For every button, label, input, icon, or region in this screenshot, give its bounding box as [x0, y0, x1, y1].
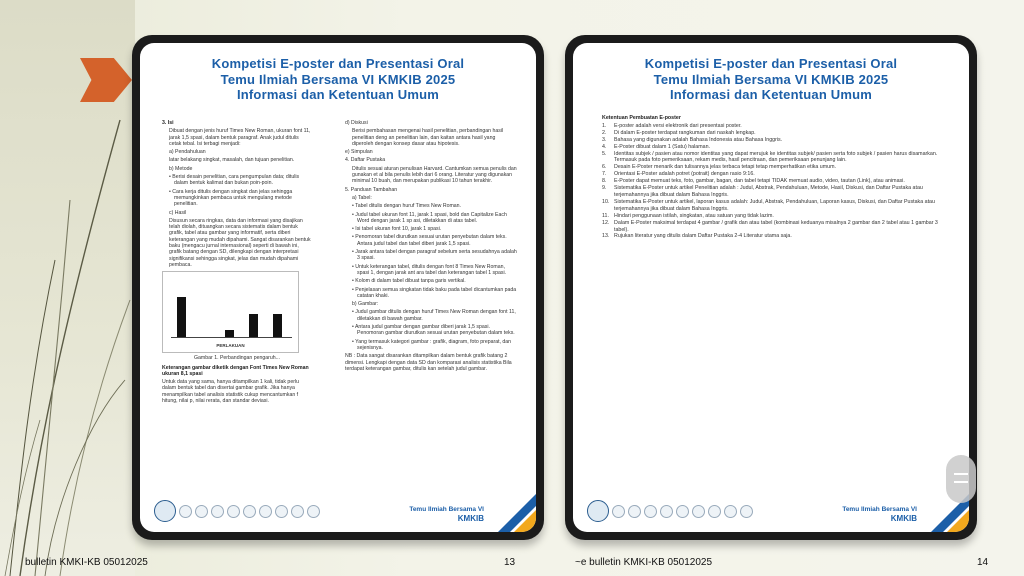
- rule-text: E-Poster dapat memuat teks, foto, gambar, bagan, dan tabel tetapi TIDAK memuat audio, video, tautan (Link), atau animasi.: [614, 178, 905, 185]
- paragraph: a) Tabel:: [352, 194, 372, 201]
- paragraph: • Untuk keterangan tabel, ditulis dengan font 8 Times New Roman, spasi 1, dengan jarak ant ara tabel dan keterangan tabel 1 spasi.: [352, 263, 507, 276]
- paragraph: Keterangan gambar diketik dengan Font Times New Roman ukuran 8,1 spasi: [162, 364, 309, 377]
- rule-text: Hindari penggunaan istilah, singkatan, atau satuan yang tidak lazim.: [614, 212, 774, 219]
- paragraph: a) Pendahuluan: [169, 149, 206, 156]
- paragraph: b) Metode: [169, 165, 193, 172]
- rules-heading: Ketentuan Pembuatan E-poster: [602, 115, 681, 121]
- scroll-button[interactable]: [946, 455, 976, 503]
- chart-axis: [171, 337, 292, 338]
- paragraph: c) Hasil: [169, 209, 187, 216]
- rule-text: Identitas subjek / pasien atau nomor identitas yang dapat merujuk ke identitas subjek/ pasien serta foto subjek / pasien harus disamarkan. Termasuk pada foto pemeriksaan, rekam medis, hasil pencitraan, dan pemeriksaan penunjang lain.: [614, 150, 938, 164]
- paragraph: b) Gambar:: [352, 301, 379, 308]
- rule-number: 5.: [602, 150, 607, 157]
- rule-item: [602, 144, 939, 151]
- paragraph: • Penomoran tabel diurutkan sesuai urutan penyebutan dalam teks. Antara judul tabel dan tabel diberi jarak 1,5 spasi.: [352, 234, 507, 247]
- paragraph: Dibuat dengan jenis huruf Times New Roman, ukuran font 11, jarak 1,5 spasi, dalam bentuk paragraf. Anak judul ditulis cetak tebal. Isi terbagi menjadi:: [169, 128, 311, 147]
- logo-icon: [179, 505, 192, 518]
- logo-icon: [724, 505, 737, 518]
- rule-number: 10.: [602, 198, 610, 205]
- paragraph: 3. Isi: [162, 120, 174, 126]
- paragraph: NB : Data sangat disarankan ditampilkan dalam bentuk grafik batang 2 dimensi. Lengkapi dengan data SD dan komparasi analisis statistika Bila terdapat keterangan gambar, ditulis kan setelah judul gambar.: [345, 353, 512, 372]
- paragraph: • Penjelasan semua singkatan tidak baku pada tabel dicantumkan pada catatan khaki.: [352, 286, 517, 299]
- figure-caption: Gambar 1. Perbandingan pengaruh...: [194, 355, 280, 362]
- paragraph: Untuk data yang sama, hanya ditampilkan 1 kali, tidak perlu dalam bentuk tabel dan disertai gambar grafik. Jika hanya menampilkan tabel analisis statistik cukup mencantumkan f hitung, nilai p, nilai rerata, dan standar deviasi.: [162, 379, 299, 405]
- rule-item: [602, 123, 939, 130]
- event-brand: [842, 505, 917, 523]
- right-page-title: [573, 56, 969, 103]
- page-panel-left: [132, 35, 544, 540]
- rule-number: 4.: [602, 143, 607, 150]
- logo-icon: [211, 505, 224, 518]
- title-line: Kompetisi E-poster dan Presentasi Oral: [211, 56, 465, 71]
- event-brand: [409, 505, 484, 523]
- rule-number: 13.: [602, 233, 610, 240]
- rule-number: 9.: [602, 185, 607, 192]
- brand-line: Temu Ilmiah Bersama VI: [842, 506, 917, 513]
- logo-icon: [628, 505, 641, 518]
- document-page-14: [573, 43, 969, 532]
- rule-item: [602, 171, 939, 178]
- logo-icon: [692, 505, 705, 518]
- paragraph: • Isi tabel ukuran font 10, jarak 1 spasi.: [352, 226, 442, 233]
- brand-name: KMKIB: [890, 514, 917, 523]
- paragraph: Berisi pembahasan mengenai hasil penelitian, perbandingan hasil penelitian deng an penelitian lain, dan kaitan antara hasil yang diperoleh dengan konsep dasar atau hipotesis.: [352, 128, 504, 147]
- page-footer: [140, 490, 536, 532]
- rule-number: 3.: [602, 136, 607, 143]
- document-page-13: [140, 43, 536, 532]
- page-number-right: 14: [977, 557, 989, 568]
- logo-icon: [740, 505, 753, 518]
- brand-name: KMKIB: [457, 514, 484, 523]
- rule-item: [602, 130, 939, 137]
- title-line: Kompetisi E-poster dan Presentasi Oral: [644, 56, 898, 71]
- figure-bar-chart: [162, 271, 299, 353]
- rule-number: 11.: [602, 212, 609, 219]
- paragraph: d) Diskusi: [345, 120, 368, 126]
- footer-label-left: bulletin KMKI-KB 05012025: [25, 557, 148, 568]
- rule-text: Dalam E-Poster maksimal terdapat 4 gambar / grafik dan atau tabel (kombinasi keduanya misalnya 2 gambar dan 2 tabel atau 1 gambar 3 tabel).: [614, 219, 938, 233]
- rule-item: [602, 151, 939, 165]
- rule-text: Sistematika E-Poster untuk artikel, laporan kasus adalah: Judul, Abstrak, Pendahuluan, Laporan kasus, Diskusi, dan Daftar Pustaka atau terjemahannya jika dibuat dalam Bahasa Inggris.: [614, 198, 935, 212]
- left-column-2: [345, 120, 517, 374]
- paragraph: • Jarak antara tabel dengan paragraf sebelum serta sesudahnya adalah 3 spasi.: [352, 249, 517, 262]
- page-number-left: 13: [504, 557, 516, 568]
- paragraph: • Antara judul gambar dengan gambar diberi jarak 1,5 spasi. Penomoran gambar diurutkan sesuai urutan penyebutan dalam teks.: [352, 324, 515, 337]
- logo-icon: [154, 500, 176, 522]
- left-column-1: [162, 120, 312, 406]
- paragraph: • Berisi desain penelitian, cara pengumpulan data; ditulis dalam bentuk kalimat dan bukan poin-poin.: [169, 174, 300, 187]
- title-line: Temu Ilmiah Bersama VI KMKIB 2025: [653, 71, 889, 87]
- paragraph: latar belakang singkat, masalah, dan tujuan penelitian.: [169, 157, 295, 164]
- logo-icon: [227, 505, 240, 518]
- rule-text: Sistematika E-Poster untuk artikel Penelitian adalah : Judul, Abstrak, Pendahuluan, Metode, Hasil, Diskusi, dan Daftar Pustaka atau terjemahannya jika dibuat dalam Bahasa Inggris.: [614, 185, 923, 198]
- footer-label-right: ~e bulletin KMKI-KB 05012025: [575, 557, 713, 568]
- rule-text: E-Poster dibuat dalam 1 (Satu) halaman.: [614, 143, 710, 150]
- logo-icon: [291, 505, 304, 518]
- logo-icon: [612, 505, 625, 518]
- paragraph: • Judul tabel ukuran font 11, jarak 1 spasi, bold dan Capitalize Each Word dengan jarak 1 sp asi, diletakkan di atas tabel.: [352, 211, 507, 224]
- paragraph: • Yang termasuk kategori gambar : grafik, diagram, foto preparat, dan sejenisnya.: [352, 338, 512, 351]
- logo-icon: [708, 505, 721, 518]
- rule-item: [602, 178, 939, 185]
- logo-icon: [307, 505, 320, 518]
- title-line: Informasi dan Ketentuan Umum: [236, 87, 440, 102]
- rule-item: [602, 137, 939, 144]
- logo-icon: [243, 505, 256, 518]
- page-footer: [573, 490, 969, 532]
- rule-item: [602, 220, 939, 234]
- rule-text: Orientasi E-Poster adalah potret (potrait) dengan rasio 9:16.: [614, 171, 755, 178]
- rule-text: Rujukan literatur yang ditulis dalam Daftar Pustaka 2-4 Literatur utama saja.: [614, 233, 792, 240]
- rule-item: [602, 213, 939, 220]
- rule-text: E-poster adalah versi elektronik dari presentasi poster.: [614, 122, 742, 129]
- logo-icon: [644, 505, 657, 518]
- paragraph: Disusun secara ringkas, data dan informasi yang disajikan telah diolah, dituangkan secara sistematis dalam bentuk grafik, tabel atau gambar yang informatif, serta diberi keterangan yang mudah dipahami. Sangat disarankan bentuk baku (mengacu jurnal internasional) seperti di bawah ini, grafik batang dengan SD, dilengkapi dengan interpretasi signifikansi sehingga singkat, jelas dan mudah dipahami pembaca.: [169, 217, 311, 268]
- paragraph: • Judul gambar ditulis dengan huruf Times New Roman dengan font 11, diletakkan di bawah gambar.: [352, 309, 516, 322]
- rules-list: [602, 115, 939, 240]
- rule-text: Di dalam E-poster terdapat rangkuman dari naskah lengkap.: [614, 129, 756, 136]
- paragraph: Ditulis sesuai aturan penulisan Harvard. Cantumkan semua penulis dan gunakan et al bila penulis lebih dari 6 orang. Literatur yang digunakan minimal 10 buah, dan merupakan publikasi 10 tahun terakhir.: [352, 165, 517, 185]
- logo-icon: [275, 505, 288, 518]
- rule-number: 6.: [602, 164, 607, 171]
- logo-icon: [660, 505, 673, 518]
- sponsor-logos: [587, 500, 753, 522]
- paragraph: • Kolom di dalam tabel dibuat tanpa garis vertikal.: [352, 278, 466, 285]
- logo-icon: [259, 505, 272, 518]
- rule-item: [602, 164, 939, 171]
- rule-text: Bahasa yang digunakan adalah Bahasa Indonesia atau Bahasa Inggris.: [614, 136, 783, 143]
- rule-number: 1.: [602, 122, 607, 129]
- rule-number: 7.: [602, 171, 607, 178]
- paragraph: • Tabel ditulis dengan huruf Times New Roman.: [352, 203, 461, 210]
- rule-item: [602, 199, 939, 213]
- logo-icon: [195, 505, 208, 518]
- scroll-line-icon: [954, 473, 968, 475]
- rule-item: [602, 233, 939, 240]
- paragraph: 4. Daftar Pustaka: [345, 157, 386, 164]
- left-page-title: [140, 56, 536, 103]
- rule-item: [602, 185, 939, 199]
- paragraph: • Cara kerja ditulis dengan singkat dan jelas sehingga memungkinkan pembaca untuk mengulang metode penelitian.: [169, 188, 293, 208]
- page-panel-right: [565, 35, 977, 540]
- chart-bar: [273, 314, 282, 338]
- logo-icon: [587, 500, 609, 522]
- logo-icon: [676, 505, 689, 518]
- corner-stripes-icon: [482, 478, 536, 532]
- scroll-line-icon: [954, 481, 968, 483]
- rule-number: 12.: [602, 219, 610, 226]
- brand-line: Temu Ilmiah Bersama VI: [409, 506, 484, 513]
- chart-bar: [177, 297, 186, 338]
- chart-xlabel: PERLAKUAN: [216, 342, 245, 348]
- paragraph: e) Simpulan: [345, 149, 373, 156]
- title-line: Temu Ilmiah Bersama VI KMKIB 2025: [220, 71, 456, 87]
- rule-text: Desain E-Poster menarik dan tulisannya jelas terbaca tetapi tetap memperhatikan etika umum.: [614, 164, 836, 171]
- paragraph: 5. Panduan Tambahan: [345, 186, 398, 193]
- rule-number: 2.: [602, 129, 607, 136]
- sponsor-logos: [154, 500, 320, 522]
- rule-number: 8.: [602, 178, 607, 185]
- chart-bar: [249, 314, 258, 338]
- title-line: Informasi dan Ketentuan Umum: [669, 87, 873, 102]
